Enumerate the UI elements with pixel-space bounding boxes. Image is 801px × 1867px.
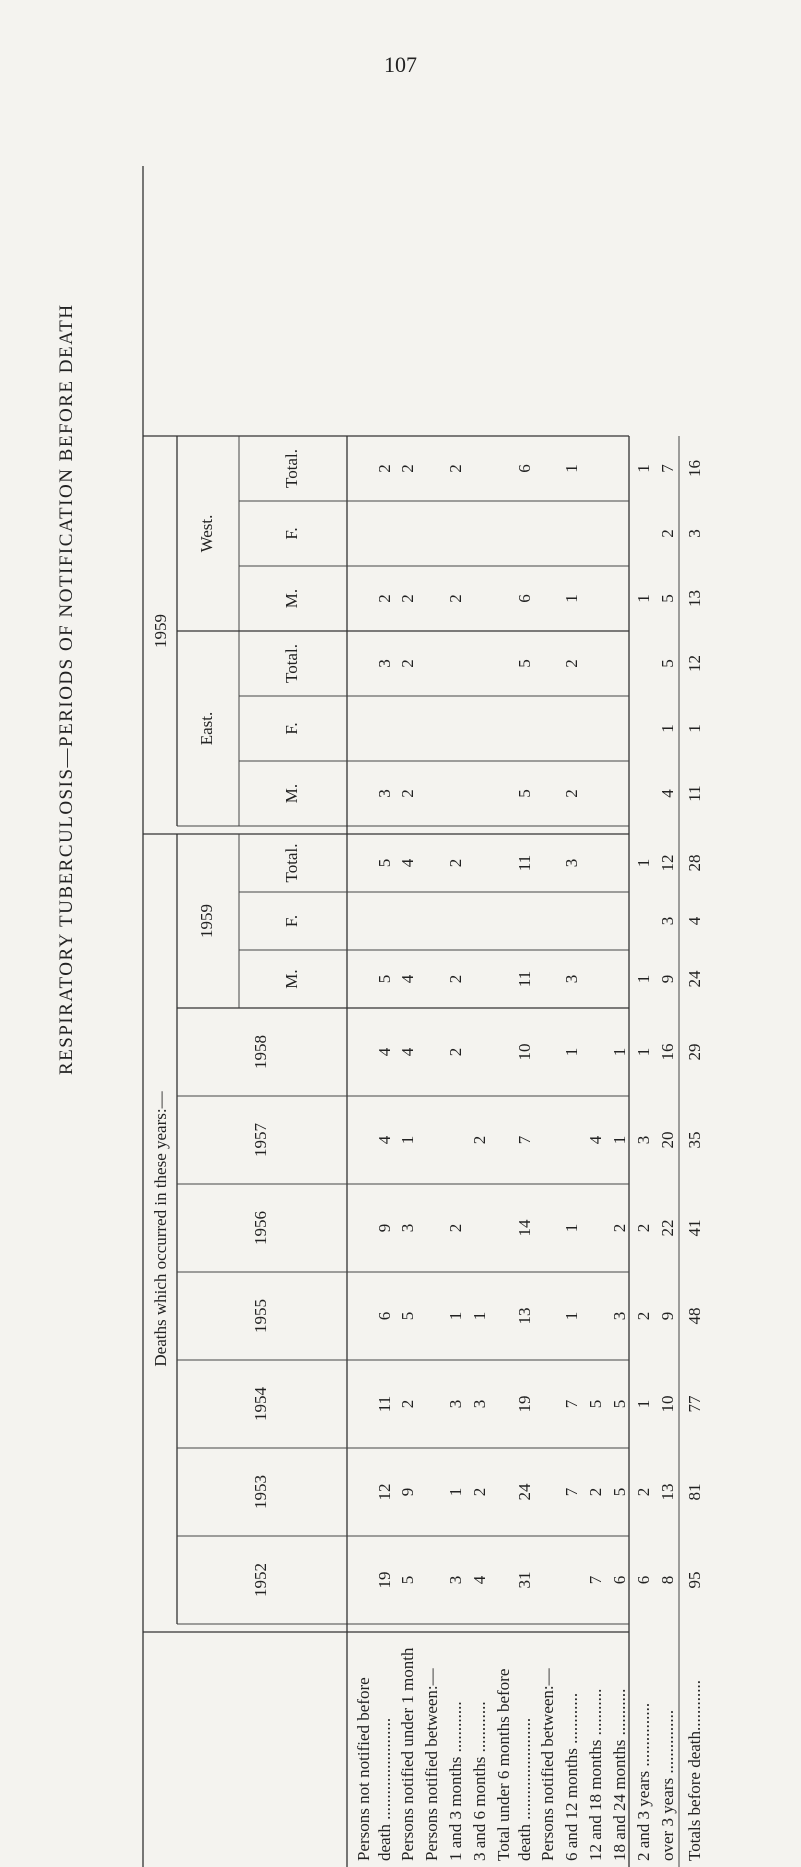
table-cell: 5 [657,594,677,603]
table-cell: 1 [633,1047,653,1057]
table-cell: 12 [684,655,704,672]
row-label: 12 and 18 months ........... [585,1688,605,1861]
year-1959-header: 1959 [196,904,216,938]
row-label: Persons notified between:— [537,1668,557,1861]
table-cell: 2 [657,529,677,538]
row-label: 18 and 24 months ........... [609,1688,629,1861]
table-cell: 6 [609,1575,629,1585]
table-cell: 11 [514,854,534,872]
notification-table [143,166,704,1867]
table-cell: 4 [397,1047,417,1057]
table-cell: 2 [445,464,465,473]
table-cell: 1 [445,1487,465,1497]
table-cell: 14 [514,1219,534,1237]
table-cell: 1 [633,858,653,868]
row-label: over 3 years ............... [657,1709,677,1861]
table-cell: 12 [374,1483,394,1501]
table-cell: 1 [609,1135,629,1145]
sex-header: F. [281,914,301,928]
table-cell: 3 [561,858,581,868]
table-cell: 3 [633,1135,653,1145]
table-cell: 1 [561,464,581,473]
table-cell: 2 [469,1487,489,1497]
table-cell: 1 [633,974,653,984]
table-cell: 2 [445,594,465,603]
region-sex-header: F. [281,527,301,540]
table-cell: 1 [469,1311,489,1321]
table-cell: 77 [684,1395,704,1413]
table-cell: 2 [397,659,417,668]
table-cell: 48 [684,1307,704,1325]
table-cell: 13 [514,1307,534,1325]
table-cell: 5 [585,1399,605,1409]
row-label: death ........................ [374,1717,394,1861]
table-cell: 9 [374,1223,394,1233]
region-sex-header: M. [281,588,301,609]
table-cell: 4 [657,789,677,798]
table-cell: 2 [633,1223,653,1233]
table-cell: 4 [684,916,704,926]
year-header: 1956 [250,1211,270,1245]
table-cell: 2 [633,1487,653,1497]
table-cell: 1 [609,1047,629,1057]
table-cell: 1 [657,724,677,733]
region-year-header: 1959 [150,614,170,648]
table-cell: 29 [684,1043,704,1061]
table-cell: 16 [657,1043,677,1061]
table-cell: 5 [374,858,394,868]
year-header: 1957 [250,1123,270,1157]
table-cell: 9 [657,974,677,984]
table-cell: 6 [374,1311,394,1321]
table-cell: 2 [397,464,417,473]
table-cell: 7 [657,464,677,473]
table-cell: 19 [374,1571,394,1589]
table-cell: 9 [657,1311,677,1321]
table-cell: 11 [374,1395,394,1413]
row-label: Persons notified under 1 month [397,1647,417,1861]
table-cell: 6 [514,594,534,603]
table-cell: 3 [445,1399,465,1409]
table-cell: 3 [561,974,581,984]
table-cell: 1 [633,464,653,473]
row-label: 2 and 3 years ............... [633,1702,653,1861]
table-cell: 5 [609,1399,629,1409]
table-cell: 5 [374,974,394,984]
table-cell: 2 [561,789,581,798]
table-cell: 7 [585,1575,605,1585]
table-body [354,460,704,1861]
table-cell: 22 [657,1219,677,1237]
table-cell: 2 [609,1223,629,1233]
table-cell: 24 [684,970,704,988]
table-cell: 5 [514,789,534,798]
table-cell: 5 [514,659,534,668]
table-cell: 1 [561,594,581,603]
table-cell: 8 [657,1575,677,1585]
table-cell: 10 [657,1395,677,1413]
year-header: 1954 [250,1387,270,1421]
table-cell: 11 [514,970,534,988]
table-cell: 5 [397,1575,417,1585]
row-label: Totals before death............ [684,1679,704,1861]
table-cell: 2 [469,1135,489,1145]
region-east-header: East. [196,711,216,746]
table-cell: 4 [374,1047,394,1057]
table-cell: 1 [397,1135,417,1145]
table-cell: 9 [397,1487,417,1497]
table-cell: 5 [609,1487,629,1497]
table-cell: 24 [514,1483,534,1501]
table-cell: 13 [657,1483,677,1501]
table-cell: 3 [609,1311,629,1321]
table-cell: 28 [684,854,704,872]
sex-header: Total. [281,843,301,883]
region-west-header: West. [196,514,216,553]
table-cell: 2 [445,974,465,984]
table-cell: 95 [684,1571,704,1589]
table-cell: 41 [684,1219,704,1237]
year-header: 1955 [250,1299,270,1333]
table-cell: 2 [374,594,394,603]
table-grid [143,166,704,1867]
sex-header: M. [281,969,301,989]
table-cell: 5 [657,659,677,668]
table-cell: 1 [633,594,653,603]
table-cell: 1 [445,1311,465,1321]
table-cell: 4 [397,858,417,868]
table-cell: 1 [633,1399,653,1409]
table-cell: 7 [514,1135,534,1145]
row-label: Persons not notified before [354,1677,374,1861]
table-cell: 4 [469,1575,489,1585]
table-cell: 20 [657,1131,677,1149]
table-cell: 7 [561,1399,581,1409]
table-cell: 16 [684,460,704,477]
table-cell: 11 [684,785,704,802]
table-cell: 2 [633,1311,653,1321]
table-cell: 3 [397,1223,417,1233]
table-cell: 12 [657,854,677,872]
table-cell: 6 [514,464,534,473]
table-cell: 2 [561,659,581,668]
row-label: 3 and 6 months ............ [469,1701,489,1861]
table-cell: 1 [561,1223,581,1233]
region-sex-header: Total. [281,644,301,683]
table-cell: 3 [684,529,704,538]
table-cell: 6 [633,1575,653,1585]
group-header: Deaths which occurred in these years:— [150,1091,170,1367]
year-header: 1952 [250,1563,270,1597]
table-cell: 3 [445,1575,465,1585]
table-cell: 3 [657,916,677,926]
table-cell: 1 [561,1311,581,1321]
page-number: 107 [384,52,417,77]
table-cell: 2 [397,789,417,798]
year-header: 1958 [250,1035,270,1069]
table-cell: 3 [469,1399,489,1409]
table-cell: 7 [561,1487,581,1497]
table-cell: 3 [374,789,394,798]
row-label: Persons notified between:— [421,1668,441,1861]
table-cell: 19 [514,1395,534,1413]
region-sex-header: F. [281,722,301,735]
row-label: 6 and 12 months ............ [561,1692,581,1861]
table-cell: 1 [561,1047,581,1057]
table-cell: 10 [514,1043,534,1061]
table-cell: 2 [397,1399,417,1409]
table-cell: 1 [684,724,704,733]
table-cell: 81 [684,1483,704,1501]
table-cell: 2 [445,858,465,868]
table-cell: 5 [397,1311,417,1321]
row-label: Total under 6 months before [494,1668,514,1861]
table-cell: 4 [585,1135,605,1145]
table-cell: 4 [374,1135,394,1145]
table-cell: 2 [445,1223,465,1233]
table-rules [143,166,679,1867]
table-headers [151,449,301,1597]
row-label: 1 and 3 months ............ [445,1701,465,1861]
table-title: RESPIRATORY TUBERCULOSIS—PERIODS OF NOTIFICATION BEFORE DEATH [56,303,77,1075]
year-header: 1953 [250,1475,270,1509]
table-cell: 3 [374,659,394,668]
row-label: death ........................ [514,1717,534,1861]
table-cell: 2 [397,594,417,603]
table-cell: 13 [684,590,704,607]
table-cell: 4 [397,974,417,984]
region-sex-header: M. [281,783,301,804]
table-cell: 31 [514,1571,534,1589]
table-cell: 2 [585,1487,605,1497]
region-sex-header: Total. [281,449,301,488]
table-cell: 2 [374,464,394,473]
table-cell: 2 [445,1047,465,1057]
table-cell: 35 [684,1131,704,1149]
